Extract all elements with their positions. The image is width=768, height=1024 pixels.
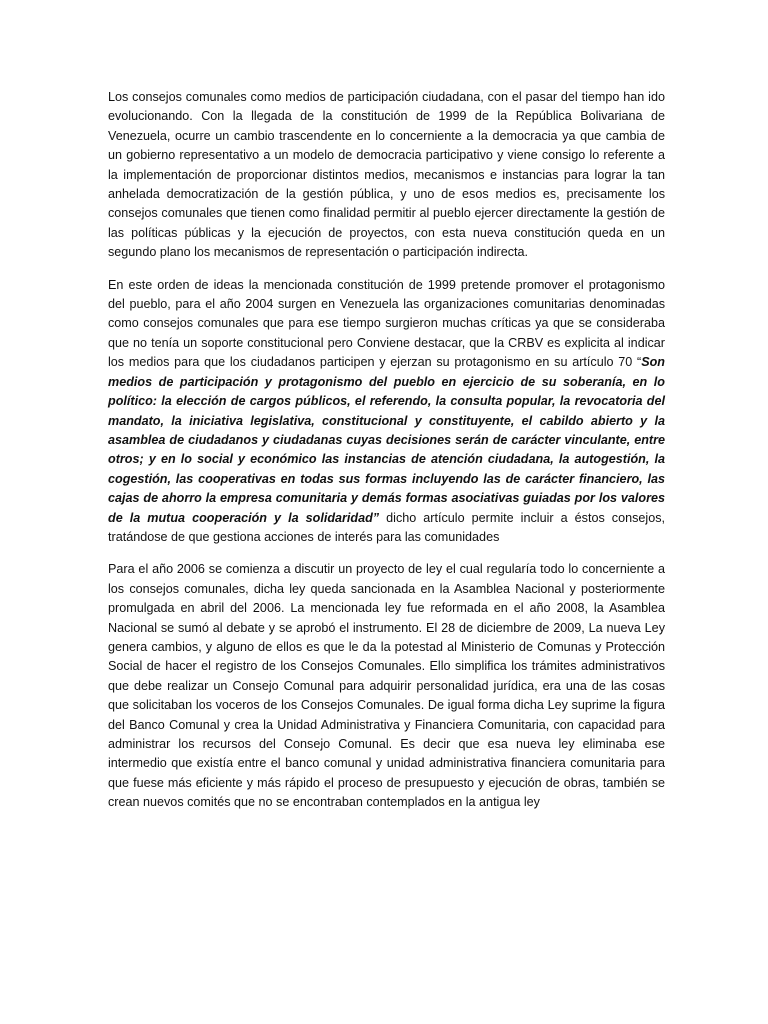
document-page <box>108 88 665 826</box>
paragraph-2-outro: dicho artículo permite incluir a éstos consejos, tratándose de que gestiona acciones de interés para las comunidades <box>108 510 666 544</box>
article-70-quote: Son medios de participación y protagonismo del pueblo en ejercicio de su soberanía, en lo político: la elección de cargos públicos, el referendo, la consulta popular, la revocatoria del mandato, la iniciativa legislativa, constitucional y constituyente, el cabildo abierto y la asamblea de ciudadanos y ciudadanas cuyas decisiones serán de carácter vinculante, entre otros; y en lo social y económico las instancias de atención ciudadana, la autogestión, la cogestión, las cooperativas en todas sus formas incluyendo las de carácter financiero, las cajas de ahorro la empresa comunitaria y demás formas asociativas guiadas por los valores de la mutua cooperación y la solidaridad” <box>108 355 665 525</box>
paragraph-2-intro: En este orden de ideas la mencionada constitución de 1999 pretende promover el protagonismo del pueblo, para el año 2004 surgen en Venezuela las organizaciones comunitarias denominadas como consejos comunales que para ese tiempo surgieron muchas críticas ya que se consideraba que no tenía un soporte constitucional pero Conviene destacar, que la CRBV es explicita al indicar los medios para que los ciudadanos participen y ejerzan su protagonismo en su artículo 70 “ <box>108 277 665 370</box>
paragraph-3-text: Para el año 2006 se comienza a discutir un proyecto de ley el cual regularía todo lo concerniente a los consejos comunales, dicha ley queda sancionada en la Asamblea Nacional y posteriormente promulgada en abril del 2006. La mencionada ley fue reformada en el año 2008, la Asamblea Nacional se sumó al debate y se aprobó el instrumento. El 28 de diciembre de 2009, La nueva Ley genera cambios, y alguno de ellos es que le da la potestad al Ministerio de Comunas y Protección Social de hacer el registro de los Consejos Comunales. Ello simplifica los trámites administrativos que debe realizar un Consejo Comunal para adquirir personalidad jurídica, era una de las cosas que solicitaban los voceros de los Consejos Comunales. De igual forma dicha Ley suprime la figura del Banco Comunal y crea la Unidad Administrativa y Financiera Comunitaria, con capacidad para administrar los recursos del Consejo Comunal. Es decir que esa nueva ley eliminaba ese intermedio que existía entre el banco comunal y unidad administrativa financiera comunitaria para que fuese más eficiente y más rápido el proceso de presupuesto y ejecución de obras, también se crean nuevos comités que no se encontraban contemplados en la antigua ley <box>108 562 665 810</box>
paragraph-2 <box>108 276 665 548</box>
paragraph-1-text: Los consejos comunales como medios de participación ciudadana, con el pasar del tiempo han ido evolucionando. Con la llegada de la constitución de 1999 de la República Bolivariana de Venezuela, ocurre un cambio trascendente en lo concerniente a la democracia ya que cambia de un gobierno representativo a un modelo de democracia participativo y viene consigo lo referente a la implementación de proporcionar distintos medios, mecanismos e instancias para lograr la tan anhelada democratización de la gestión pública, y uno de esos medios es, precisamente los consejos comunales que tienen como finalidad permitir al pueblo ejercer directamente la gestión de las políticas públicas y la ejecución de proyectos, con esta nueva constitución queda en un segundo plano los mecanismos de representación o participación indirecta. <box>108 90 665 260</box>
paragraph-3 <box>108 560 665 812</box>
paragraph-1 <box>108 88 665 263</box>
